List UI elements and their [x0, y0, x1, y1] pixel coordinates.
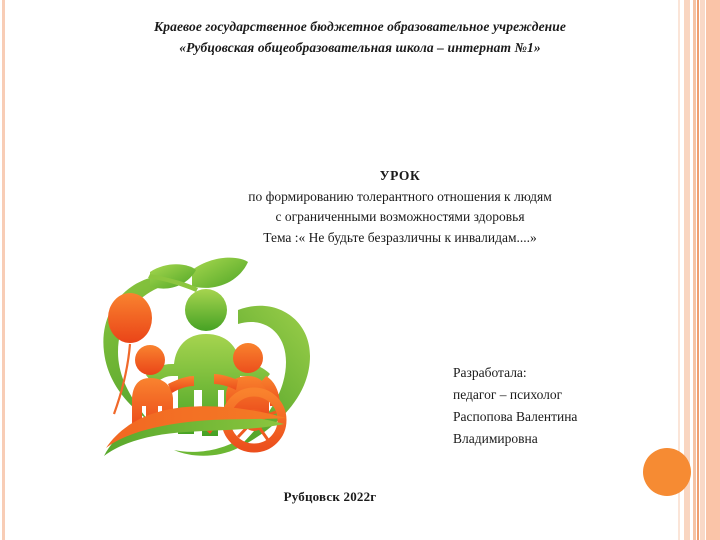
lesson-title-line-3: с ограниченными возможностями здоровья: [275, 209, 525, 225]
right-edge-stripe-4: [697, 0, 699, 540]
adult-head: [185, 289, 227, 331]
organization-header: [60, 17, 660, 59]
inclusion-heart-logo: [88, 252, 324, 464]
right-edge-stripe-5: [700, 0, 705, 540]
author-name-line-2: Владимировна: [453, 431, 538, 446]
inclusion-heart-logo-svg: [88, 252, 324, 464]
wheelchair-child-head: [233, 343, 263, 373]
organization-name-line-2: «Рубцовская общеобразовательная школа – интернат №1»: [179, 39, 541, 55]
lesson-title-block: [160, 166, 640, 248]
lesson-theme-line: Тема :« Не будьте безразличны к инвалидам....»: [263, 229, 537, 245]
balloon-icon: [108, 293, 152, 343]
heart-bottom-curve: [174, 440, 238, 456]
left-edge-stripe: [2, 0, 5, 540]
lesson-title-line-2: по формированию толерантного отношения к людям: [248, 188, 552, 204]
child-head-left: [135, 345, 165, 375]
author-name-line-1: Распопова Валентина: [453, 409, 578, 424]
right-edge-stripe-6: [706, 0, 720, 540]
leaf-upper-right-icon: [192, 258, 248, 288]
lesson-title-lead: УРОК: [379, 168, 421, 183]
footer-place-year: Рубцовск 2022г: [283, 489, 377, 504]
author-role: педагог – психолог: [453, 387, 563, 402]
orange-circle-decoration: [643, 448, 691, 496]
organization-name-line-1: Краевое государственное бюджетное образовательное учреждение: [154, 19, 566, 34]
right-edge-stripe-3: [693, 0, 696, 540]
author-block: [453, 362, 577, 450]
author-label: Разработала:: [453, 365, 527, 380]
